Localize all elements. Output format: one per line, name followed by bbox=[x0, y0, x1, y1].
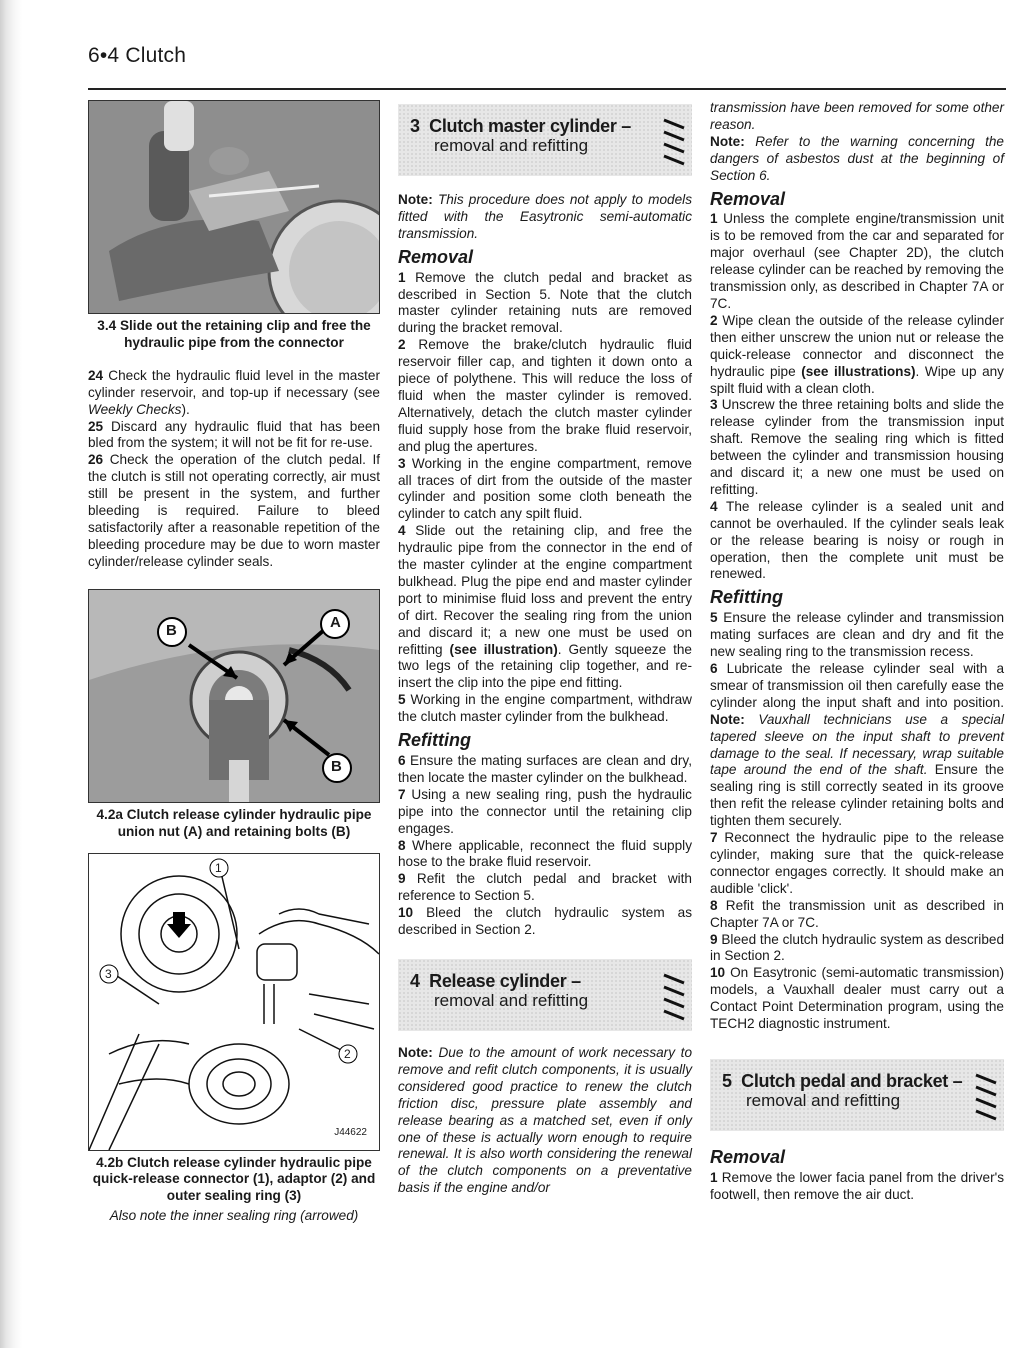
section-3-banner bbox=[398, 104, 692, 176]
callout-3: 3 bbox=[105, 966, 112, 981]
photo-4-2a bbox=[88, 589, 380, 803]
para-24: 24 Check the hydraulic fluid level in the master cylinder reservoir, and top-up if necessary (see Weekly Checks). bbox=[88, 367, 380, 417]
section-5-banner bbox=[710, 1059, 1004, 1131]
rel-step-3: 3 Unscrew the three retaining bolts and slide the release cylinder from the transmission input shaft. Remove the sealing ring which is fitted between the cylinder and transmission housing and discard it; a new one must be used on refitting. bbox=[710, 397, 1005, 497]
rel-step-4: 4 The release cylinder is a sealed unit and cannot be overhauled. If the cylinder seals leak or the release bearing is noisy or rough in operation, then the complete unit must be renewed. bbox=[710, 498, 1004, 582]
photo-3-4-caption: 3.4 Slide out the retaining clip and free the hydraulic pipe from the connector bbox=[97, 318, 371, 350]
section-3-title: 3 Clutch master cylinder – bbox=[410, 116, 631, 136]
chapter-title: Clutch bbox=[125, 44, 187, 67]
rel-step-7: 7 Reconnect the hydraulic pipe to the release cylinder, making sure that the quick-release connector engages correctly. It should make an audible 'click'. bbox=[710, 830, 1005, 896]
section-4-banner bbox=[398, 959, 692, 1031]
callout-2: 2 bbox=[344, 1046, 351, 1061]
section-4-subtitle: removal and refitting bbox=[434, 990, 589, 1010]
rel-step-9: 9 Bleed the clutch hydraulic system as described in Section 2. bbox=[710, 931, 1005, 964]
section-3-note: Note: This procedure does not apply to models fitted with the Easytronic semi-automatic transmission. bbox=[398, 192, 692, 241]
drawing-4-2b-caption: 4.2b Clutch release cylinder hydraulic pipe quick-release connector (1), adaptor (2) and outer sealing ring (3) bbox=[92, 1154, 376, 1204]
asbestos-note: Note: Refer to the warning concerning the dangers of asbestos dust at the beginning of Section 6. bbox=[710, 133, 1004, 183]
pedal-step-1: 1 Remove the lower facia panel from the driver's footwell, then remove the air duct. bbox=[710, 1169, 1004, 1202]
section-5-subtitle: removal and refitting bbox=[746, 1090, 901, 1110]
refitting-heading: Refitting bbox=[398, 730, 471, 751]
column-1 bbox=[88, 100, 380, 1239]
difficulty-spanner-icon bbox=[660, 110, 688, 172]
section-4-note: Note: Due to the amount of work necessary to remove and refit clutch components, it is usually considered good practice to renew the clutch friction disc, pressure plate assembly and release bearing as a matched set, even if only one of these is actually worn enough to require renewal. It is also worth considering the renewal of the clutch components on a preventative basis if the engine and/or bbox=[398, 1044, 693, 1196]
section-3-subtitle: removal and refitting bbox=[434, 136, 589, 155]
rel-step-2: 2 Wipe clean the outside of the release cylinder then either unscrew the union nut or release the quick-release connector and disconnect the hydraulic pipe (see illustrations). Wipe up any spilt fluid with a clean cloth. bbox=[710, 312, 1004, 396]
figure-code: J44622 bbox=[334, 1126, 367, 1138]
drawing-4-2b bbox=[88, 853, 380, 1151]
rel-step-5: 5 Ensure the release cylinder and transmission mating surfaces are clean and dry and fit the new sealing ring to the transmission recess. bbox=[710, 610, 1004, 660]
refitting-heading-2: Refitting bbox=[710, 587, 783, 608]
step-f6: 6 Ensure the mating surfaces are clean and dry, then locate the master cylinder on the bulkhead. bbox=[398, 753, 692, 785]
step-r3: 3 Working in the engine compartment, remove all traces of dirt from the outside of the master cylinder and position some cloth beneath the cylinder to catch any spilt fluid. bbox=[398, 455, 692, 522]
rel-step-10: 10 On Easytronic (semi-automatic transmission) models, a Vauxhall dealer must carry out a Contact Point Determination program, using the TECH2 diagnostic instrument. bbox=[710, 965, 1004, 1032]
page-header bbox=[88, 44, 186, 68]
callout-1: 1 bbox=[215, 860, 222, 875]
difficulty-spanner-icon bbox=[660, 965, 688, 1027]
removal-heading-3: Removal bbox=[710, 1146, 786, 1167]
photo-4-2a-caption: 4.2a Clutch release cylinder hydraulic pipe union nut (A) and retaining bolts (B) bbox=[96, 806, 372, 839]
page-edge-shadow bbox=[0, 0, 22, 1348]
removal-heading-2: Removal bbox=[710, 188, 786, 209]
section-4-title: 4 Release cylinder – bbox=[410, 970, 581, 991]
photo-3-4 bbox=[88, 100, 380, 314]
step-f10: 10 Bleed the clutch hydraulic system as described in Section 2. bbox=[398, 905, 692, 938]
drawing-4-2b-note: Also note the inner sealing ring (arrowed) bbox=[109, 1208, 359, 1224]
step-r5: 5 Working in the engine compartment, withdraw the clutch master cylinder from the bulkhead. bbox=[398, 692, 692, 725]
difficulty-spanner-icon bbox=[972, 1065, 1000, 1127]
rel-step-6: 6 Lubricate the release cylinder seal with a smear of transmission oil then carefully ease the cylinder along the input shaft and into position. Note: Vauxhall technicians use a special tapered sleeve on the input shaft to prevent damage to the seal. If necessary, wrap suitable tape around the end of the shaft. Ensure the sealing ring is still correctly seated in its groove then refit the release cylinder retaining bolts and tighten them securely. bbox=[710, 661, 1005, 829]
label-b-top: B bbox=[166, 621, 177, 639]
header-rule bbox=[88, 88, 1006, 90]
rel-step-8: 8 Refit the transmission unit as described in Chapter 7A or 7C. bbox=[710, 897, 1004, 930]
page-number: 6•4 bbox=[88, 44, 120, 67]
column-2 bbox=[398, 100, 692, 1197]
para-26: 26 Check the operation of the clutch pedal. If the clutch is still not operating correctly, air must still be present in the system, and further bleeding is required. Failure to bleed satisfactorily after a reasonable repetition of the bleeding procedure may be due to worn master cylinder/release cylinder seals. bbox=[88, 452, 381, 569]
step-r1: 1 Remove the clutch pedal and bracket as described in Section 5. Note that the clutch master cylinder retaining nuts are removed during the bracket removal. bbox=[398, 269, 692, 336]
rel-step-1: 1 Unless the complete engine/transmission unit is to be removed from the car and separated for major overhaul (see Chapter 2D), the clutch release cylinder can be reached by removing the transmission only, as described in Chapter 7A or 7C. bbox=[710, 211, 1004, 311]
para-24-num: 24 bbox=[88, 367, 104, 383]
section-5-title: 5 Clutch pedal and bracket – bbox=[722, 1070, 963, 1091]
step-f8: 8 Where applicable, reconnect the fluid supply hose to the brake fluid reservoir. bbox=[398, 837, 692, 870]
column-3 bbox=[710, 100, 1004, 1204]
step-f9: 9 Refit the clutch pedal and bracket with reference to Section 5. bbox=[398, 871, 692, 904]
step-r4: 4 Slide out the retaining clip, and free the hydraulic pipe from the connector in the end of the master cylinder at the engine compartment bulkhead. Plug the pipe end and master cylinder port to minimise fluid loss and prevent the entry of dirt. Recover the sealing ring from the union and discard it; a new one must be used on refitting (see illustration). Gently squeeze the two legs of the retaining clip together, and re-insert the clip into the pipe end fitting. bbox=[398, 523, 692, 691]
removal-heading: Removal bbox=[398, 246, 474, 267]
drawing-4-2b-image bbox=[89, 854, 379, 1150]
step-f7: 7 Using a new sealing ring, push the hydraulic pipe into the connector until the retaining clip engages. bbox=[398, 786, 692, 836]
label-b-bottom: B bbox=[331, 757, 342, 775]
step-r2: 2 Remove the brake/clutch hydraulic fluid reservoir filler cap, and tighten it down onto a piece of polythene. This will reduce the loss of fluid when the master cylinder is removed. Alternatively, detach the clutch master cylinder fluid supply hose from the brake fluid reservoir, and plug the apertures. bbox=[398, 337, 692, 454]
para-25: 25 Discard any hydraulic fluid that has been bled from the system; it will not be fit for re-use. bbox=[88, 418, 381, 451]
note-continuation: transmission have been removed for some other reason. bbox=[710, 100, 1004, 132]
label-a: A bbox=[330, 613, 341, 631]
photo-3-4-image bbox=[89, 101, 379, 313]
